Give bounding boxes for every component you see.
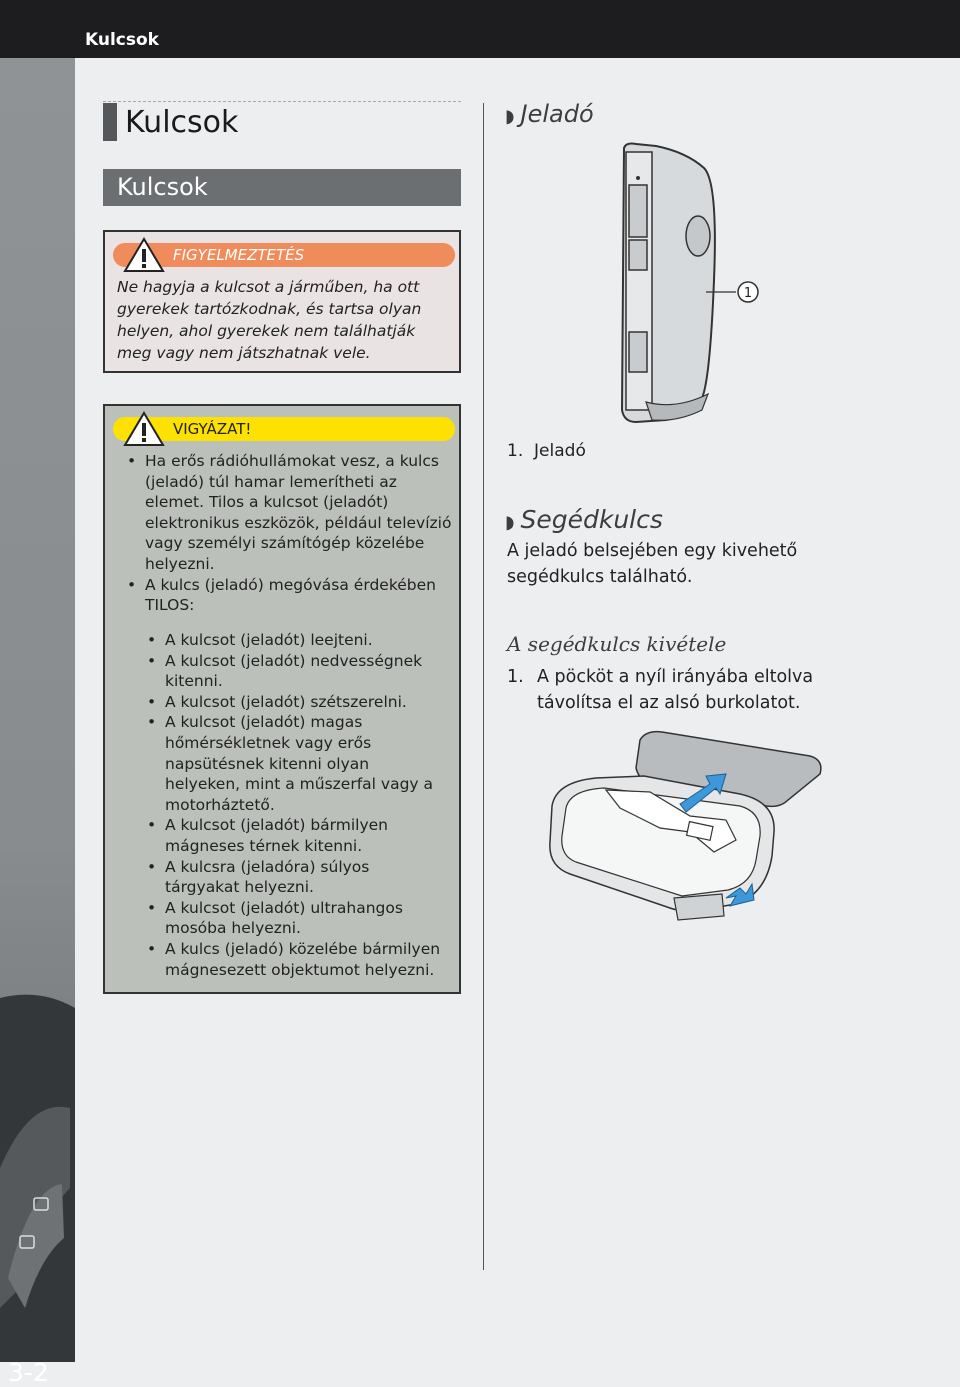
list-item: • A kulcsot (jeladót) nedvességnek kitenni. [147, 651, 447, 692]
figure-caption [507, 441, 586, 461]
caption-number: 1. [507, 441, 524, 461]
warning-text: Ne hagyja a kulcsot a járműben, ha ott gyerekek tartózkodnak, és tartsa olyan helyen, ahol gyerekek nem találhatják meg vagy nem játszhatnak vele. [117, 278, 422, 362]
list-item: • A kulcsot (jeladót) magas hőmérsékletnek vagy erős napsütésnek kitenni olyan helyeken, mint a műszerfal vagy a motorháztető. [147, 712, 447, 815]
warning-label: FIGYELMEZTETÉS [173, 246, 305, 264]
header-bar [0, 0, 960, 58]
list-item: • A kulcs (jeladó) megóvása érdekében TILOS: [127, 575, 455, 616]
page-number: 3-2 [8, 1358, 49, 1387]
sidebar-photo [0, 58, 75, 1387]
list-item: • A kulcsra (jeladóra) súlyos tárgyakat helyezni. [147, 857, 447, 898]
caution-icon [123, 411, 165, 447]
warning-box [103, 230, 461, 373]
body-paragraph: A jeladó belsejében egy kivehető segédkulcs található. [507, 541, 798, 587]
caution-sublist [147, 630, 447, 980]
warning-header [113, 243, 455, 267]
heading-segedkulcs [505, 505, 663, 534]
list-item: • A kulcsot (jeladót) ultrahangos mosóba helyezni. [147, 898, 447, 939]
step-number: 1. [507, 667, 524, 687]
caution-list [127, 451, 455, 616]
chapter-heading: Kulcsok [103, 103, 238, 141]
heading-jelado-text: Jeladó [520, 100, 594, 128]
caption-text: Jeladó [534, 441, 586, 461]
key-fob-illustration [606, 140, 806, 430]
header-title: Kulcsok [85, 30, 159, 50]
caution-label: VIGYÁZAT! [173, 420, 252, 438]
list-item: • A kulcsot (jeladót) szétszerelni. [147, 692, 447, 713]
heading-marker-icon: ◗ [505, 512, 515, 533]
door-panel-image [0, 988, 75, 1362]
section-heading: Kulcsok [103, 169, 461, 206]
heading-segedkulcs-text: Segédkulcs [520, 505, 663, 534]
column-divider [483, 103, 484, 1270]
callout-1: 1 [743, 286, 753, 301]
heading-jelado [505, 100, 594, 128]
list-item: • A kulcs (jeladó) közelébe bármilyen mágnesezett objektumot helyezni. [147, 939, 447, 980]
heading-rule [103, 101, 461, 102]
caution-box [103, 404, 461, 994]
cover-removal-illustration [540, 720, 830, 930]
list-item: • A kulcsot (jeladót) leejteni. [147, 630, 447, 651]
caution-header [113, 417, 455, 441]
list-item: • A kulcsot (jeladót) bármilyen mágneses térnek kitenni. [147, 815, 447, 856]
subheading: A segédkulcs kivétele [507, 632, 727, 656]
step-text: A pöcköt a nyíl irányába eltolva távolítsa el az alsó burkolatot. [537, 667, 814, 713]
list-item: • Ha erős rádióhullámokat vesz, a kulcs (jeladó) túl hamar lemerítheti az elemet. Tilos a kulcsot (jeladót) elektronikus eszközök, például televízió vagy személyi számítógép közelébe helyezni. [127, 451, 455, 575]
warning-icon [123, 237, 165, 273]
heading-marker-icon: ◗ [505, 106, 515, 127]
